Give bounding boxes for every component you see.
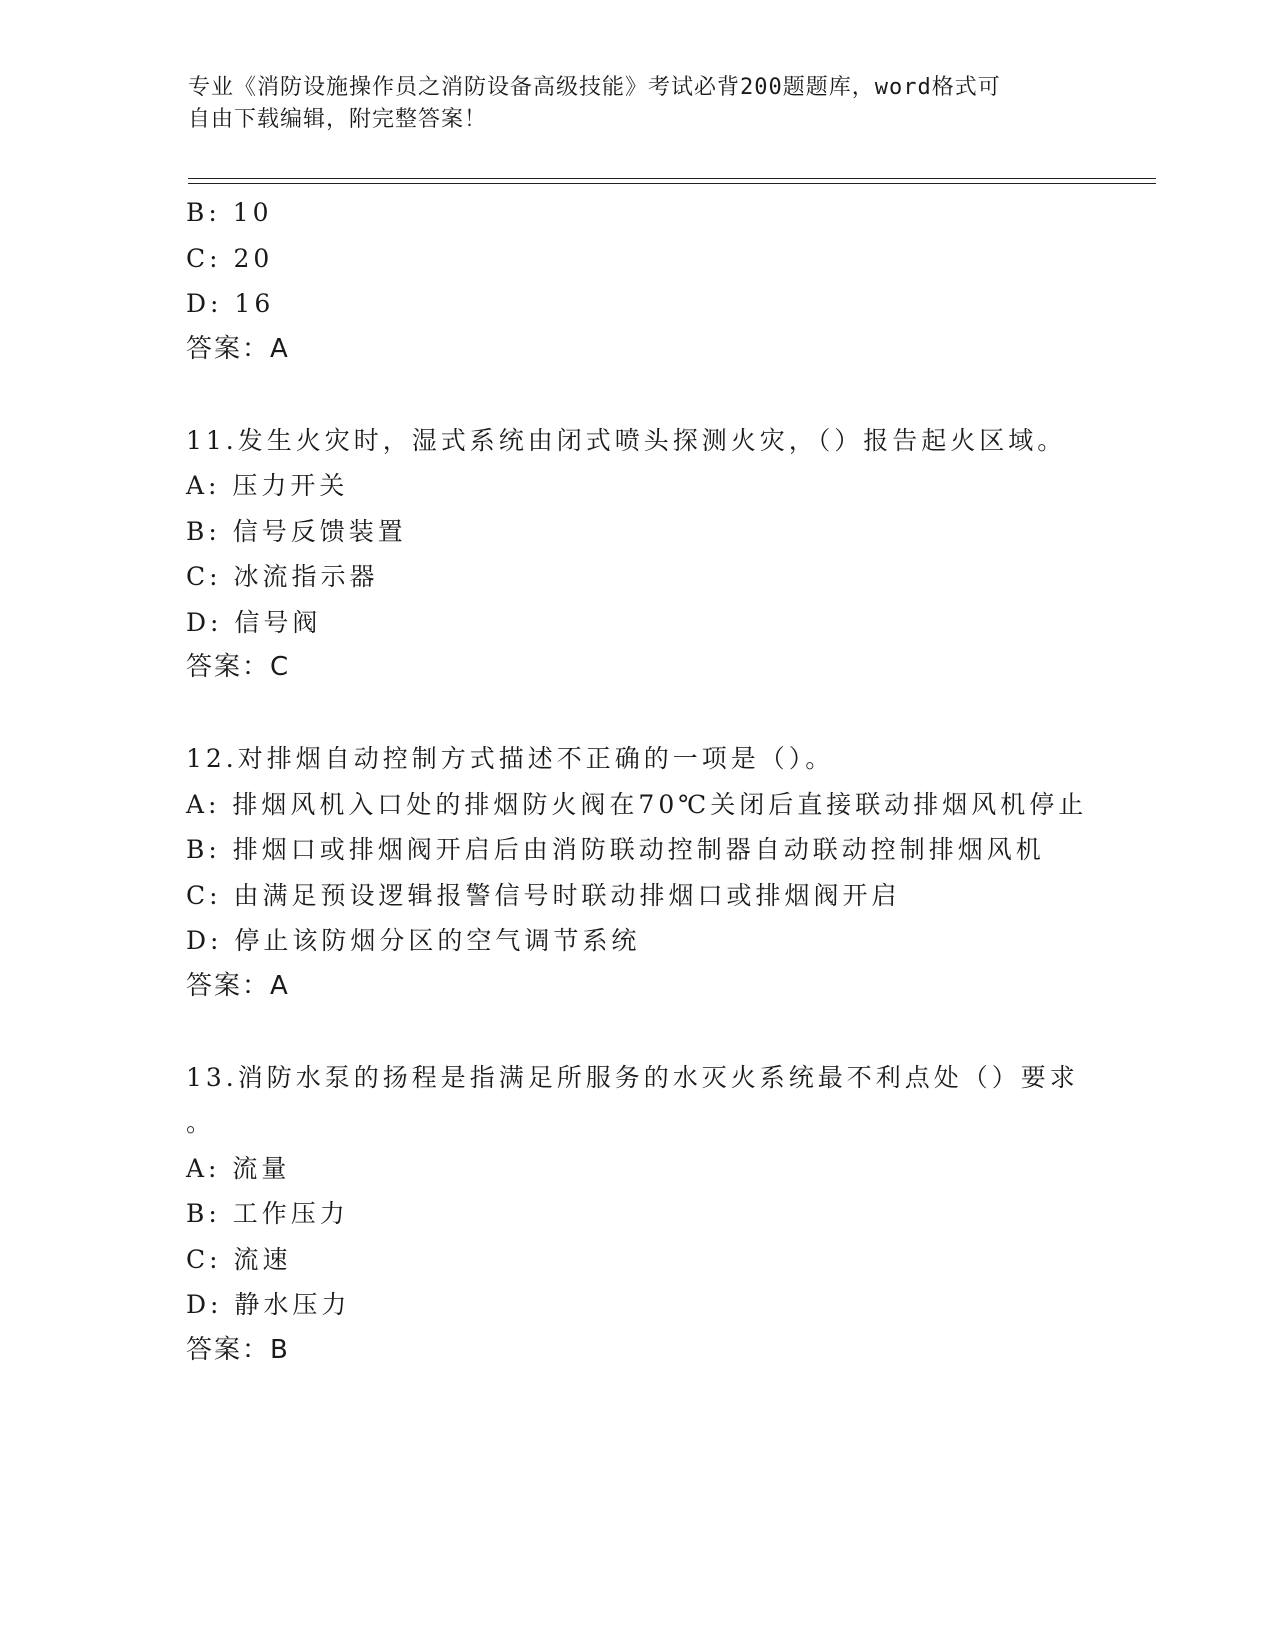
answer: 答案：B: [186, 1334, 290, 1365]
question-11: [186, 418, 1146, 691]
document-header: [188, 72, 1068, 136]
document-body: [186, 190, 1146, 1373]
option-d: D: 停止该防烟分区的空气调节系统: [186, 926, 641, 955]
option-d: D: 静水压力: [186, 1290, 351, 1319]
option-a: A: 压力开关: [186, 471, 349, 500]
option-b: B: 信号反馈装置: [186, 516, 407, 546]
option-a: A: 排烟风机入口处的排烟防火阀在70℃关闭后直接联动排烟风机停止: [186, 789, 1088, 819]
option-b: B: 排烟口或排烟阀开启后由消防联动控制器自动联动控制排烟风机: [186, 835, 1045, 864]
answer: 答案：A: [186, 333, 290, 364]
header-line-2: 自由下载编辑，附完整答案！: [188, 107, 488, 132]
option-b: B: 工作压力: [186, 1199, 349, 1228]
question-text-continued: 。: [186, 1108, 216, 1137]
header-rule-bottom: [188, 183, 1156, 184]
question-text: 12.对排烟自动控制方式描述不正确的一项是（）。: [186, 744, 835, 773]
option-c: C: 20: [186, 243, 274, 273]
option-d: D: 信号阀: [186, 607, 322, 637]
header-rule-top: [188, 178, 1156, 179]
question-12: [186, 736, 1146, 1009]
answer: 答案：A: [186, 970, 290, 1001]
answer: 答案：C: [186, 652, 291, 682]
option-c: C: 冰流指示器: [186, 562, 379, 591]
spacer: [186, 372, 1146, 418]
option-b: B: 10: [186, 198, 273, 227]
spacer: [186, 1009, 1146, 1055]
header-line-1: 专业《消防设施操作员之消防设备高级技能》考试必背200题题库，word格式可: [188, 75, 1001, 100]
question-13: [186, 1055, 1146, 1374]
option-c: C: 由满足预设逻辑报警信号时联动排烟口或排烟阀开启: [186, 880, 901, 910]
option-c: C: 流速: [186, 1244, 292, 1274]
prev-question-tail: [186, 190, 1146, 372]
option-d: D: 16: [186, 289, 275, 318]
question-text: 13.消防水泵的扬程是指满足所服务的水灭火系统最不利点处（）要求: [186, 1062, 1079, 1092]
spacer: [186, 691, 1146, 737]
question-text: 11.发生火灾时，湿式系统由闭式喷头探测火灾，（）报告起火区域。: [186, 425, 1067, 455]
option-a: A: 流量: [186, 1153, 291, 1183]
